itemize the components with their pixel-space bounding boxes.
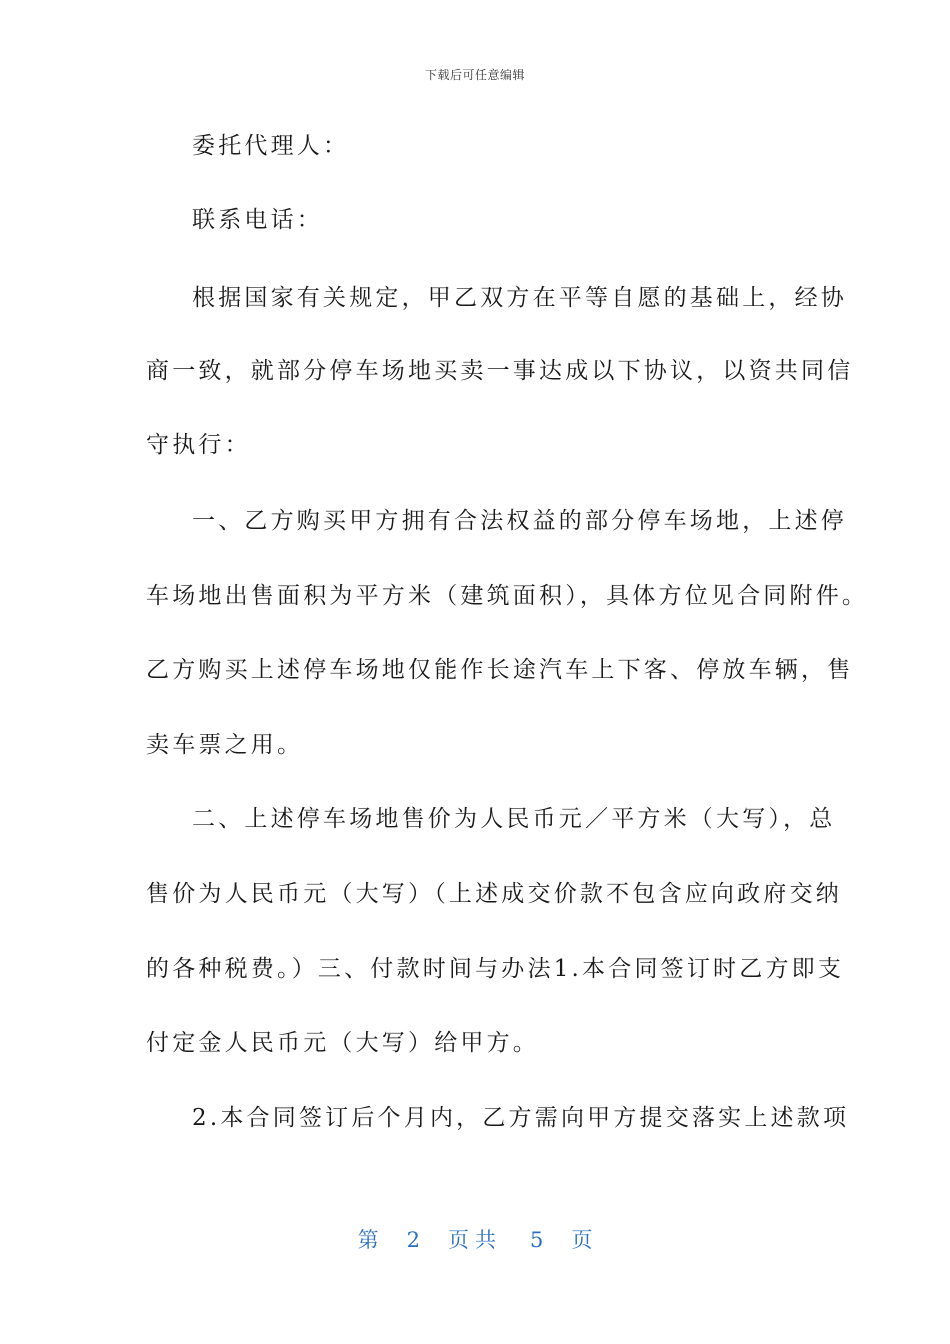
page-header: 下载后可任意编辑: [424, 68, 525, 82]
text-line: 卖车票之用。: [146, 732, 304, 758]
footer-suffix: 页: [571, 1228, 593, 1252]
footer-middle: 页共: [448, 1228, 502, 1252]
text-line: 售价为人民币元（大写）（上述成交价款不包含应向政府交纳: [146, 881, 842, 907]
text-line: 守执行：: [146, 432, 251, 458]
text-line: 车场地出售面积为平方米（建筑面积），具体方位见合同附件。: [146, 583, 869, 609]
total-pages-number: 5: [530, 1228, 544, 1252]
footer-prefix: 第: [357, 1228, 379, 1252]
text-line: 委托代理人：: [192, 133, 350, 159]
page-footer: [0, 1224, 950, 1254]
text-line: 付定金人民币元（大写）给甲方。: [146, 1030, 539, 1056]
text-line: 二、上述停车场地售价为人民币元／平方米（大写），总: [192, 806, 836, 832]
text-line: 商一致，就部分停车场地买卖一事达成以下协议，以资共同信: [146, 358, 854, 384]
current-page-number: 2: [406, 1228, 420, 1252]
text-line: 的各种税费。）三、付款时间与办法1.本合同签订时乙方即支: [146, 956, 845, 982]
text-line: 根据国家有关规定，甲乙双方在平等自愿的基础上，经协: [192, 285, 847, 311]
text-line: 2.本合同签订后个月内，乙方需向甲方提交落实上述款项: [192, 1105, 850, 1131]
text-line: 乙方购买上述停车场地仅能作长途汽车上下客、停放车辆，售: [146, 657, 854, 683]
text-line: 一、乙方购买甲方拥有合法权益的部分停车场地，上述停: [192, 508, 847, 534]
text-line: 联系电话：: [192, 207, 323, 233]
